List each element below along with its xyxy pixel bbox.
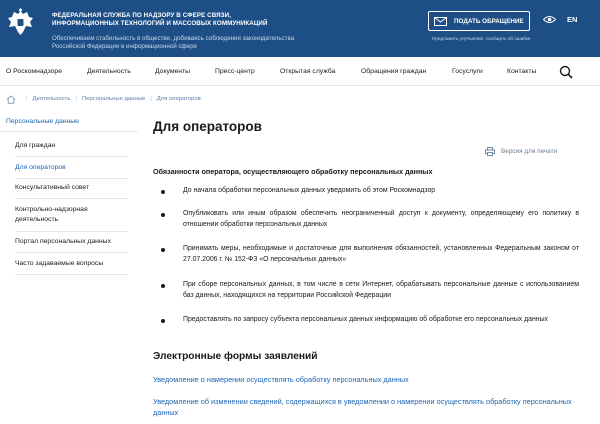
divider [15, 156, 128, 157]
duty-item: Принимать меры, необходимые и достаточные для выполнения обязанностей, установленных Федеральным законом от 27.07.2006 г. № 152-ФЗ «О персональных данных» [183, 245, 579, 263]
org-subtitle-line: Обеспечиваем стабильность в обществе, добиваясь соблюдения законодательства [52, 35, 295, 42]
forms-heading: Электронные формы заявлений [153, 351, 318, 362]
nav-item-contacts[interactable]: Контакты [507, 68, 537, 75]
home-icon[interactable] [6, 95, 16, 104]
print-version-label: Версия для печати [501, 148, 558, 155]
nav-item-gosuslugi[interactable]: Госуслуги [452, 68, 483, 75]
printer-icon [485, 147, 495, 156]
search-icon[interactable] [559, 65, 573, 79]
divider [15, 231, 128, 232]
nav-item-about[interactable]: О Роскомнадзоре [6, 68, 62, 75]
feedback-link[interactable]: Предложить улучшение, сообщить об ошибке [432, 36, 531, 41]
breadcrumb-separator: | [26, 96, 28, 102]
nav-item-activity[interactable]: Деятельность [87, 68, 131, 75]
print-version-link[interactable] [485, 147, 557, 156]
site-header [0, 0, 600, 57]
list-bullet [161, 213, 165, 217]
list-bullet [161, 284, 165, 288]
breadcrumb-separator: | [75, 96, 77, 102]
nav-item-documents[interactable]: Документы [155, 68, 191, 75]
duty-item: До начала обработки персональных данных уведомить об этом Роскомнадзор [183, 187, 436, 194]
form-link-processing-notice[interactable]: Уведомление о намерении осуществлять обработку персональных данных [153, 375, 409, 384]
sidebar-item-faq[interactable]: Часто задаваемые вопросы [15, 260, 104, 267]
list-bullet [161, 190, 165, 194]
org-subtitle [52, 35, 362, 51]
nav-item-press[interactable]: Пресс-центр [215, 68, 255, 75]
coat-of-arms-logo[interactable] [7, 8, 34, 36]
mail-icon [434, 17, 447, 26]
divider [15, 198, 128, 199]
duty-item: При сборе персональных данных, в том числе в сети Интернет, обрабатывать персональные данные с использованием баз данных, находящихся на территории Российской Федерации [183, 281, 579, 299]
org-title [52, 12, 352, 28]
sidebar-item-operators[interactable]: Для операторов [15, 164, 66, 171]
main-nav [0, 57, 600, 86]
org-title-line: ИНФОРМАЦИОННЫХ ТЕХНОЛОГИЙ И МАССОВЫХ КОММУНИКАЦИЙ [52, 20, 268, 27]
submit-appeal-label: ПОДАТЬ ОБРАЩЕНИЕ [454, 17, 524, 25]
sidebar-item-pd-portal[interactable]: Портал персональных данных [15, 238, 111, 245]
list-bullet [161, 248, 165, 252]
page-title: Для операторов [153, 119, 262, 134]
submit-appeal-button[interactable] [428, 11, 530, 31]
duty-item: Предоставлять по запросу субъекта персональных данных информацию об обработке его персональных данных [183, 316, 549, 323]
org-title-line: ФЕДЕРАЛЬНАЯ СЛУЖБА ПО НАДЗОРУ В СФЕРЕ СВЯЗИ, [52, 12, 232, 19]
breadcrumb-item-current: Для операторов [156, 96, 201, 102]
breadcrumb-item[interactable]: Деятельность [32, 96, 71, 102]
sidebar-item-supervision[interactable]: Контрольно-надзорная деятельность [15, 206, 88, 223]
nav-item-open-service[interactable]: Открытая служба [280, 68, 336, 75]
divider [0, 131, 138, 132]
duties-heading: Обязанности оператора, осуществляющего обработку персональных данных [153, 167, 433, 176]
form-link-change-notice[interactable]: Уведомление об изменении сведений, содержащихся в уведомлении о намерении осуществлять обработку персональных данных [153, 397, 572, 417]
breadcrumb [6, 93, 201, 105]
breadcrumb-item[interactable]: Персональные данные [81, 96, 146, 102]
eye-icon[interactable] [543, 15, 556, 24]
divider [15, 252, 128, 253]
sidebar-heading[interactable]: Персональные данные [6, 118, 79, 125]
language-switch[interactable]: EN [567, 15, 578, 24]
duty-item: Опубликовать или иным образом обеспечить неограниченный доступ к документу, определяющему его политику в отношении обработки персональных данных [183, 210, 579, 228]
sidebar-item-citizens[interactable]: Для граждан [15, 142, 56, 149]
org-subtitle-line: Российской Федерации в информационной сфере [52, 43, 197, 50]
divider [15, 274, 128, 275]
divider [15, 178, 128, 179]
breadcrumb-separator: | [150, 96, 152, 102]
sidebar-item-advisory-council[interactable]: Консультативный совет [15, 184, 90, 191]
nav-item-citizen-appeals[interactable]: Обращения граждан [361, 68, 427, 75]
list-bullet [161, 319, 165, 323]
